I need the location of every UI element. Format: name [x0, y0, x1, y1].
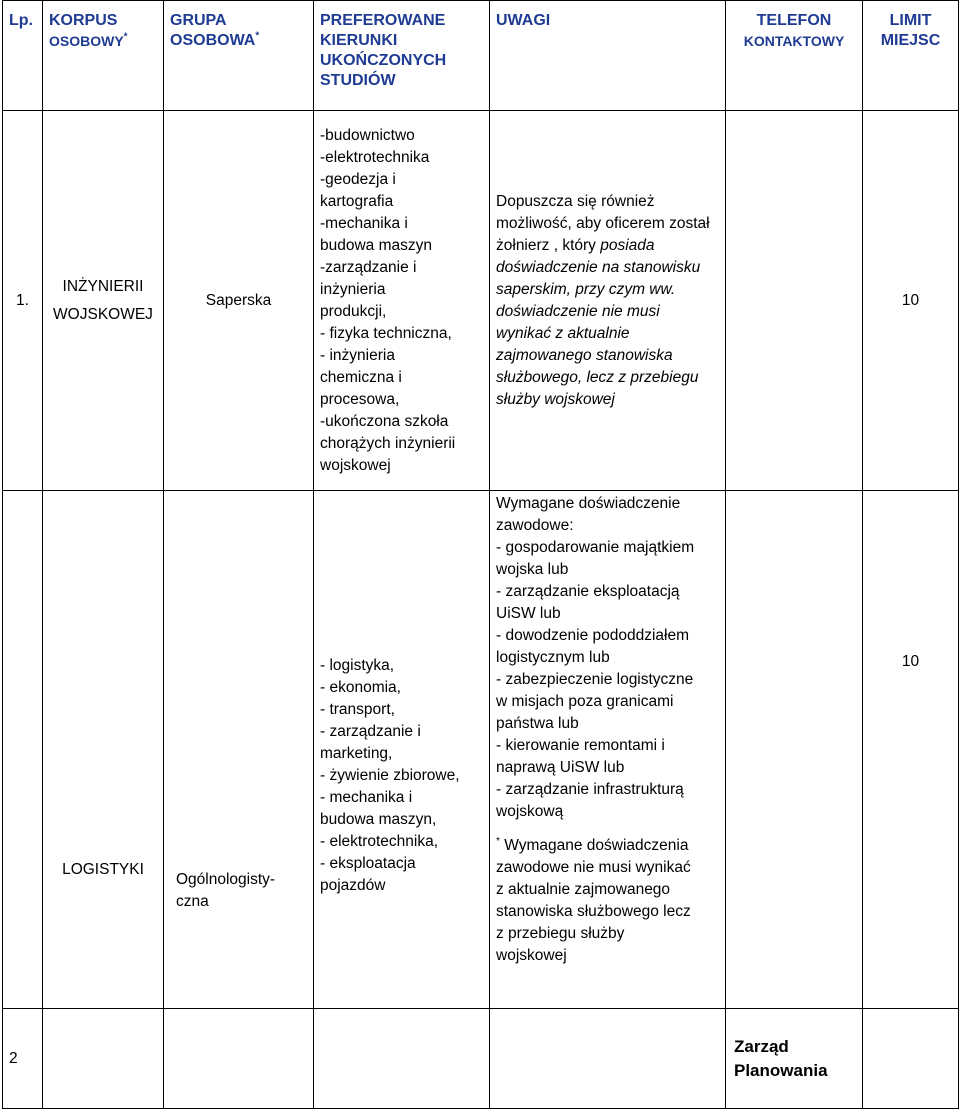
row-uwagi: [490, 1009, 726, 1109]
row-uwagi: [490, 491, 726, 1009]
table-row-logistyki: [3, 491, 959, 1009]
row-lp: 2: [3, 1009, 43, 1109]
row-grupa: Ogólnologisty- czna: [164, 491, 314, 1009]
row-telefon: [726, 491, 863, 1009]
row-limit: 10: [863, 111, 959, 491]
row-limit: [863, 1009, 959, 1109]
row-korpus: LOGISTYKI: [43, 491, 164, 1009]
uwagi-main: Wymagane doświadczenie zawodowe: - gospodarowanie majątkiem wojska lub - zarządzanie eksploatacją UiSW lub - dowodzenie pododdziałem logistycznym lub - zabezpieczenie logistyczne w misjach poza granicami państwa lub - kierowanie remontami i naprawą UiSW lub - zarządzanie infrastrukturą wojskową: [496, 495, 695, 820]
row-korpus: INŻYNIERII WOJSKOWEJ: [43, 111, 164, 491]
row-lp: 1.: [3, 111, 43, 491]
header-grupa: GRUPA OSOBOWA*: [164, 1, 314, 111]
row-kierunki: - logistyka, - ekonomia, - transport, - zarządzanie i marketing, - żywienie zbiorowe, - mechanika i budowa maszyn, - elektrotechnika, - eksploatacja pojazdów: [314, 491, 490, 1009]
header-uwagi: UWAGI: [490, 1, 726, 111]
row-grupa: Saperska: [164, 111, 314, 491]
table-row-inzynierii: [3, 111, 959, 491]
row-limit: 10: [863, 491, 959, 1009]
table-row-2: [3, 1009, 959, 1109]
row-kierunki: [314, 1009, 490, 1109]
header-limit: LIMIT MIEJSC: [863, 1, 959, 111]
row-grupa: [164, 1009, 314, 1109]
header-telefon: TELEFON KONTAKTOWY: [726, 1, 863, 111]
row-telefon: Zarząd Planowania: [726, 1009, 863, 1109]
uwagi-italic: posiada doświadczenie na stanowisku saperskim, przy czym ww. doświadczenie nie musi wynikać z aktualnie zajmowanego stanowiska służbowego, lecz z przebiegu służby wojskowej: [496, 236, 701, 408]
row-korpus: [43, 1009, 164, 1109]
row-telefon: [726, 111, 863, 491]
header-lp: Lp.: [3, 1, 43, 111]
header-kierunki: PREFEROWANE KIERUNKI UKOŃCZONYCH STUDIÓW: [314, 1, 490, 111]
row-lp: [3, 491, 43, 1009]
row-uwagi: [490, 111, 726, 491]
uwagi-note: * Wymagane doświadczenia zawodowe nie musi wynikać z aktualnie zajmowanego stanowiska służbowego lecz z przebiegu służby wojskowej: [496, 835, 691, 964]
recruitment-table: [2, 0, 959, 1109]
header-row: [3, 1, 959, 111]
header-korpus: KORPUS OSOBOWY*: [43, 1, 164, 111]
row-kierunki: -budownictwo -elektrotechnika -geodezja i kartografia -mechanika i budowa maszyn -zarządzanie i inżynieria produkcji, - fizyka techniczna, - inżynieria chemiczna i procesowa, -ukończona szkoła chorążych inżynierii wojskowej: [314, 111, 490, 491]
uwagi-plain: Dopuszcza się również możliwość, aby oficerem został żołnierz , który: [496, 192, 710, 254]
